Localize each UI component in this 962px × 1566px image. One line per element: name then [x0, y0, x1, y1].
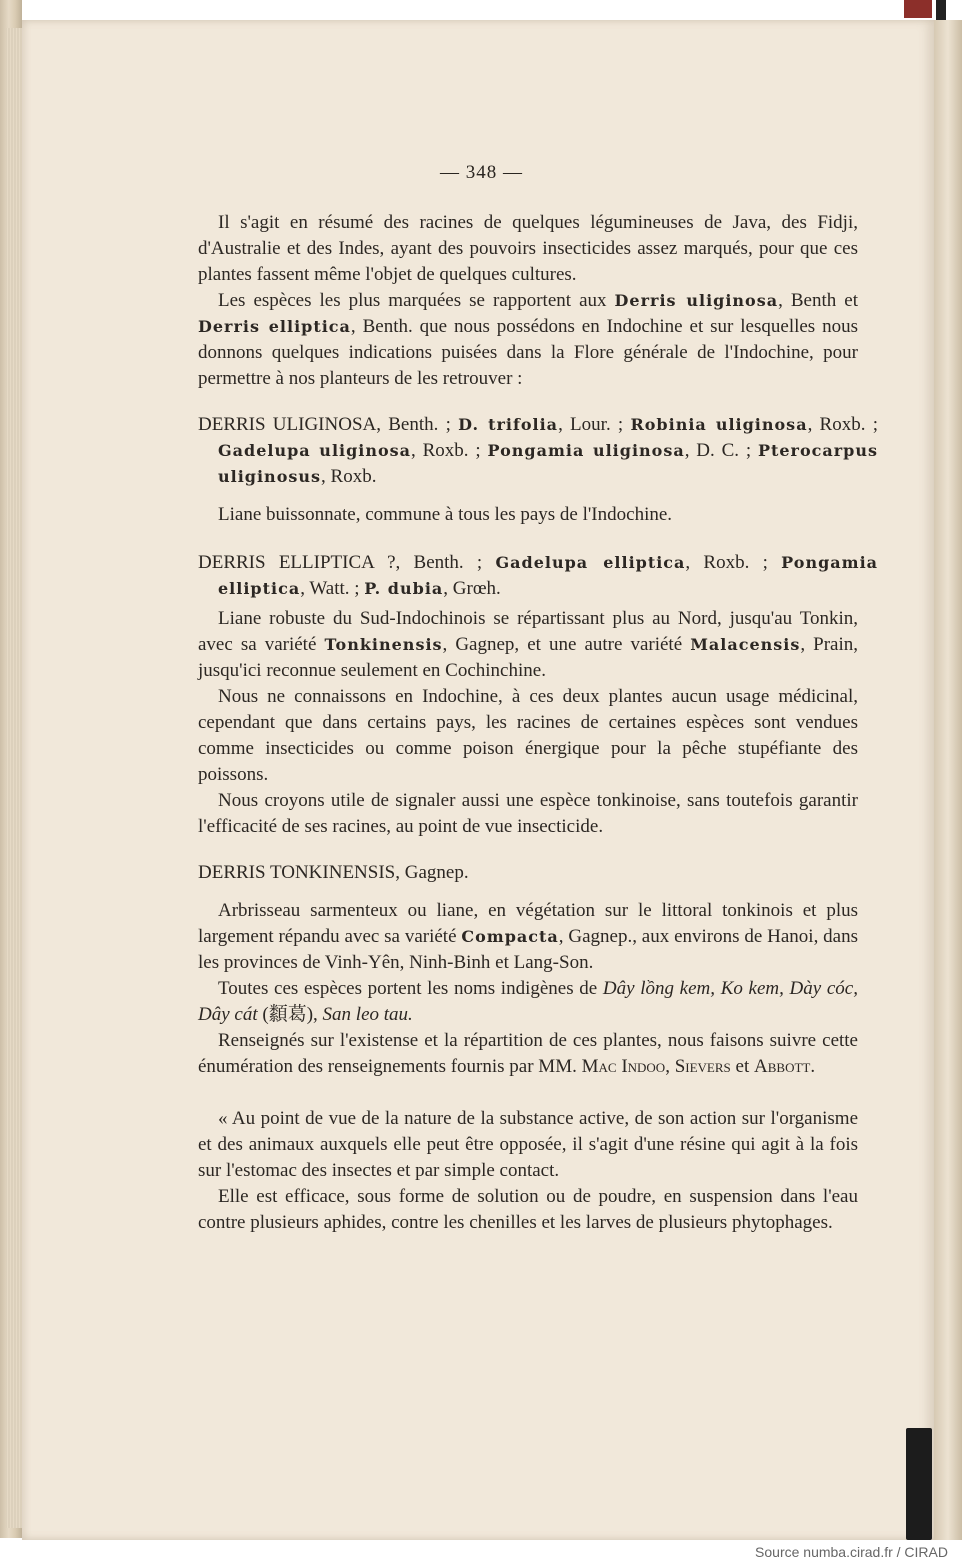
text: , Prain, jusqu'ici reconnue seulement en Cochinchine. [198, 634, 859, 681]
author-name: Abbott [754, 1056, 811, 1077]
text: et [730, 1056, 754, 1077]
synonym: Gadelupa elliptica [495, 553, 686, 572]
species-name: Derris uliginosa [614, 291, 779, 310]
text: , D. C. ; [684, 440, 758, 461]
paragraph-11: Elle est efficace, sous forme de solution ou de poudre, en suspension dans l'eau contre plusieurs aphides, contre les chenilles et les larves de plusieurs phytophages. [198, 1186, 858, 1233]
bookmark-ribbon [906, 1428, 932, 1540]
paragraph-10-quote: « Au point de vue de la nature de la substance active, de son action sur l'organisme et des animaux auxquels elle peut être opposée, il s'agit d'une résine qui agit à la fois sur l'estomac des insectes et par simple contact. [198, 1108, 858, 1181]
text: , Roxb. ; [411, 440, 488, 461]
species-entry-uliginosa [198, 412, 878, 490]
synonym: Pterocarpus uliginosus [218, 441, 879, 486]
text: , Gagnep., aux environs de Hanoi, dans les provinces de Vinh-Yên, Ninh-Binh et Lang-Son. [198, 926, 859, 973]
source-credit: Source numba.cirad.fr / CIRAD [755, 1544, 948, 1560]
text: ( [257, 1004, 269, 1025]
author-name: Sievers [674, 1056, 731, 1077]
author-name: Mac Indoo [581, 1056, 666, 1077]
text: ), [306, 1004, 323, 1025]
indigenous-names: Dây lồng kem, Ko kem, Dày cóc, Dây cát [198, 978, 858, 1025]
text: , Benth. que nous possédons en Indochine et sur lesquelles nous donnons quelques indications puisées dans la Flore générale de l'Indochine, pour permettre à nos planteurs de les retrouver : [198, 316, 859, 389]
text: Les espèces les plus marquées se rapportent aux [218, 290, 615, 311]
paragraph-7 [198, 898, 858, 976]
right-page-edge [934, 20, 962, 1540]
paragraph-9 [198, 1028, 858, 1080]
species-heading-tonkinensis: DERRIS TONKINENSIS, Gagnep. [198, 862, 469, 883]
text: , Gagnep, et une autre variété [442, 634, 691, 655]
synonym: Gadelupa uliginosa [218, 441, 412, 460]
paragraph-8 [198, 976, 858, 1028]
text: Liane robuste du Sud-Indochinois se répartissant plus au Nord, jusqu'au Tonkin, avec sa variété [198, 608, 858, 655]
text: , Roxb. [321, 466, 377, 487]
black-binding [936, 0, 946, 20]
text: , Roxb. ; [807, 414, 878, 435]
paragraph-5: Nous ne connaissons en Indochine, à ces deux plantes aucun usage médicinal, cependant que dans certains pays, les racines de certaines espèces sont vendues comme insecticides ou comme poison énergique pour la pêche stupéfiante des poissons. [198, 686, 858, 785]
text: , Roxb. ; [685, 552, 782, 573]
text: Toutes ces espèces portent les noms indigènes de [218, 978, 603, 999]
red-binding [904, 0, 932, 18]
text: , Grœh. [443, 578, 501, 599]
species-heading: DERRIS ELLIPTICA ?, Benth. ; [198, 552, 496, 573]
species-heading: DERRIS ULIGINOSA, Benth. ; [198, 414, 459, 435]
synonym: D. trifolia [458, 415, 559, 434]
text: , [665, 1056, 675, 1077]
synonym: Pongamia uliginosa [487, 441, 685, 460]
variety-name: Malacensis [690, 635, 801, 654]
paragraph-4 [198, 606, 858, 684]
indigenous-names: San leo tau. [322, 1004, 413, 1025]
text: Arbrisseau sarmenteux ou liane, en végétation sur le littoral tonkinois et plus largement répandu avec sa variété [198, 900, 858, 947]
paragraph-1: Il s'agit en résumé des racines de quelques légumineuses de Java, des Fidji, d'Australie et des Indes, ayant des pouvoirs insecticides assez marqués, pour que ces plantes fassent même l'objet de quelques cultures. [198, 212, 858, 285]
variety-name: Compacta [461, 927, 559, 946]
chinese-characters: 纇葛 [268, 1004, 307, 1025]
synonym: Robinia uliginosa [630, 415, 808, 434]
synonym: P. dubia [364, 579, 444, 598]
text: , Benth et [778, 290, 858, 311]
text: . [810, 1056, 816, 1077]
variety-name: Tonkinensis [324, 635, 443, 654]
page-number: — 348 — [440, 162, 523, 183]
text: , Lour. ; [558, 414, 631, 435]
species-entry-elliptica [198, 550, 878, 602]
text: , Watt. ; [300, 578, 365, 599]
species-name: Derris elliptica [198, 317, 351, 336]
paragraph-2 [198, 288, 858, 392]
paragraph-6: Nous croyons utile de signaler aussi une espèce tonkinoise, sans toutefois garantir l'efficacité de ses racines, au point de vue insecticide. [198, 790, 858, 837]
synonym: Pongamia elliptica [218, 553, 879, 598]
text: Renseignés sur l'existense et la répartition de ces plantes, nous faisons suivre cette énumération des renseignements fournis par MM. [198, 1030, 858, 1077]
paragraph-3: Liane buissonnate, commune à tous les pays de l'Indochine. [218, 504, 673, 525]
